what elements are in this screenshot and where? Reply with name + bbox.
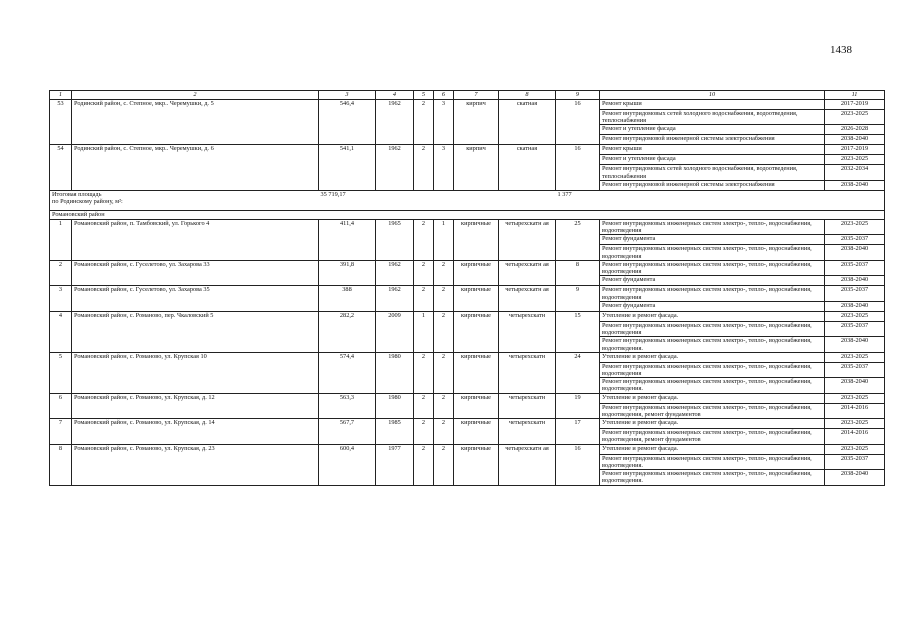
row-floors: 2: [414, 286, 434, 311]
row-floors: 2: [414, 393, 434, 418]
row-wall-material: кирпичные: [454, 393, 499, 418]
row-roof-type: четырехскатн: [499, 352, 556, 393]
row-number: 1: [50, 219, 72, 260]
repair-work-name: Ремонт фундамента: [600, 276, 825, 286]
row-entrances: 1: [434, 219, 454, 260]
row-residents: 17: [556, 419, 600, 444]
row-floors: 2: [414, 100, 434, 145]
row-year: 1980: [376, 352, 414, 393]
total-residents: 1 377: [556, 190, 600, 210]
row-floors: 2: [414, 419, 434, 444]
row-address: Романовский район, с. Романово, ул. Крупская 10: [72, 352, 319, 393]
repair-period: 2023-2025: [825, 419, 885, 429]
repair-work-name: Утепление и ремонт фасада.: [600, 444, 825, 454]
row-roof-type: четырехскатн ая: [499, 260, 556, 285]
repair-work-name: Ремонт внутридомовых инженерных систем электро-, тепло-, водоснабжения, водоотведения.: [600, 378, 825, 393]
column-number: 2: [72, 91, 319, 100]
row-year: 1962: [376, 100, 414, 145]
repair-period: 2035-2037: [825, 286, 885, 301]
repair-period: 2038-2040: [825, 180, 885, 190]
row-area: 391,8: [319, 260, 376, 285]
repair-work-name: Ремонт внутридомовой инженерной системы электроснабжения: [600, 180, 825, 190]
repair-work-name: Ремонт внутридомовых сетей холодного водоснабжения, водоотведения, теплоснабжения: [600, 110, 825, 125]
repair-work-name: Ремонт крыши: [600, 145, 825, 155]
column-number: 10: [600, 91, 825, 100]
row-year: 1962: [376, 260, 414, 285]
row-year: 2009: [376, 311, 414, 352]
column-number: 4: [376, 91, 414, 100]
repair-period: 2014-2016: [825, 429, 885, 444]
repair-work-name: Ремонт фундамента: [600, 235, 825, 245]
repair-work-name: Ремонт и утепление фасада: [600, 125, 825, 135]
table-row: [50, 145, 885, 155]
row-address: Романовский район, с. Романово, ул. Крупская, д. 23: [72, 444, 319, 485]
row-roof-type: скатная: [499, 145, 556, 190]
row-floors: 2: [414, 145, 434, 190]
row-area: 600,4: [319, 444, 376, 485]
repair-work-name: Утепление и ремонт фасада.: [600, 393, 825, 403]
column-number: 9: [556, 91, 600, 100]
repair-work-name: Ремонт внутридомовых инженерных систем электро-, тепло-, водоснабжения, водоотведения: [600, 321, 825, 336]
row-area: 563,3: [319, 393, 376, 418]
repair-period: 2038-2040: [825, 378, 885, 393]
row-entrances: 3: [434, 100, 454, 145]
table-row: [50, 100, 885, 110]
capital-repair-table: [49, 90, 885, 486]
repair-work-name: Ремонт внутридомовых сетей холодного водоснабжения, водоотведения, теплоснабжения: [600, 165, 825, 180]
row-address: Романовский район, с. Романово, пер. Чкаловский 5: [72, 311, 319, 352]
repair-period: 2023-2025: [825, 219, 885, 234]
repair-period: 2023-2025: [825, 444, 885, 454]
row-area: 411,4: [319, 219, 376, 260]
table-body-totals: [50, 190, 885, 219]
row-roof-type: четырехскатн ая: [499, 286, 556, 311]
table-row: [50, 444, 885, 454]
row-entrances: 2: [434, 260, 454, 285]
table-row: [50, 311, 885, 321]
row-address: Романовский район, с. Романово, ул. Крупская, д. 12: [72, 393, 319, 418]
column-number-row: [50, 91, 885, 100]
row-residents: 16: [556, 444, 600, 485]
total-label-line2: по Родинскому району, м²:: [52, 198, 123, 206]
total-label: [50, 190, 319, 210]
row-wall-material: кирпичные: [454, 219, 499, 260]
row-area: 282,2: [319, 311, 376, 352]
row-year: 1977: [376, 444, 414, 485]
repair-period: 2035-2037: [825, 321, 885, 336]
column-number: 6: [434, 91, 454, 100]
row-residents: 16: [556, 145, 600, 190]
table-row: [50, 419, 885, 429]
row-number: 3: [50, 286, 72, 311]
row-residents: 9: [556, 286, 600, 311]
table-body-romanovsky: [50, 219, 885, 485]
table-row: [50, 286, 885, 301]
repair-work-name: Ремонт внутридомовых инженерных систем электро-, тепло-, водоснабжения, водоотведения: [600, 260, 825, 275]
repair-period: 2038-2040: [825, 245, 885, 260]
row-residents: 19: [556, 393, 600, 418]
repair-period: 2014-2016: [825, 403, 885, 418]
page-number: 1438: [830, 44, 852, 56]
row-number: 2: [50, 260, 72, 285]
row-residents: 15: [556, 311, 600, 352]
region-name: Романовский район: [50, 210, 885, 219]
row-area: 567,7: [319, 419, 376, 444]
column-number: 7: [454, 91, 499, 100]
row-roof-type: четырехскатн: [499, 419, 556, 444]
repair-work-name: Ремонт внутридомовых инженерных систем электро-, тепло-, водоснабжения, водоотведения, ремонт фундаментов: [600, 403, 825, 418]
table-row: [50, 260, 885, 275]
repair-work-name: Ремонт внутридомовых инженерных систем электро-, тепло-, водоснабжения, водоотведения.: [600, 454, 825, 469]
row-area: 541,1: [319, 145, 376, 190]
row-year: 1980: [376, 393, 414, 418]
row-entrances: 2: [434, 352, 454, 393]
repair-work-name: Утепление и ремонт фасада.: [600, 311, 825, 321]
table-row: [50, 219, 885, 234]
row-year: 1962: [376, 145, 414, 190]
total-row: [50, 190, 885, 210]
row-floors: 1: [414, 311, 434, 352]
repair-work-name: Утепление и ремонт фасада.: [600, 419, 825, 429]
column-number: 11: [825, 91, 885, 100]
row-number: 8: [50, 444, 72, 485]
column-number: 8: [499, 91, 556, 100]
repair-period: 2023-2025: [825, 352, 885, 362]
row-area: 574,4: [319, 352, 376, 393]
repair-period: 2038-2040: [825, 337, 885, 352]
repair-period: 2038-2040: [825, 301, 885, 311]
row-year: 1962: [376, 286, 414, 311]
row-floors: 2: [414, 260, 434, 285]
row-address: Романовский район, с. Гуселетово, ул. Захарова 33: [72, 260, 319, 285]
repair-period: 2026-2028: [825, 125, 885, 135]
column-number: 5: [414, 91, 434, 100]
row-wall-material: кирпичные: [454, 286, 499, 311]
region-header-row: [50, 210, 885, 219]
repair-work-name: Ремонт и утепление фасада: [600, 155, 825, 165]
repair-period: 2023-2025: [825, 393, 885, 403]
row-residents: 24: [556, 352, 600, 393]
repair-period: 2017-2019: [825, 145, 885, 155]
row-wall-material: кирпичные: [454, 444, 499, 485]
row-number: 7: [50, 419, 72, 444]
row-entrances: 2: [434, 419, 454, 444]
row-wall-material: кирпичные: [454, 352, 499, 393]
row-number: 4: [50, 311, 72, 352]
repair-work-name: Ремонт фундамента: [600, 301, 825, 311]
repair-work-name: Ремонт внутридомовых инженерных систем электро-, тепло-, водоснабжения, водоотведения.: [600, 337, 825, 352]
repair-work-name: Ремонт внутридомовых инженерных систем электро-, тепло-, водоснабжения, водоотведения: [600, 286, 825, 301]
row-address: Романовский район, с. Гуселетово, ул. Захарова 35: [72, 286, 319, 311]
row-wall-material: кирпичные: [454, 260, 499, 285]
repair-period: 2035-2037: [825, 362, 885, 377]
row-number: 5: [50, 352, 72, 393]
repair-period: 2035-2037: [825, 454, 885, 469]
repair-period: 2035-2037: [825, 260, 885, 275]
row-number: 53: [50, 100, 72, 145]
repair-period: 2023-2025: [825, 155, 885, 165]
row-entrances: 3: [434, 145, 454, 190]
row-wall-material: кирпич: [454, 145, 499, 190]
row-year: 1965: [376, 219, 414, 260]
repair-period: 2023-2025: [825, 110, 885, 125]
column-number: 3: [319, 91, 376, 100]
row-roof-type: четырехскатн: [499, 393, 556, 418]
row-roof-type: четырехскатн ая: [499, 444, 556, 485]
repair-period: 2038-2040: [825, 276, 885, 286]
repair-period: 2035-2037: [825, 235, 885, 245]
table-body-rodinsky: [50, 100, 885, 191]
row-wall-material: кирпичные: [454, 311, 499, 352]
total-area: 35 719,17: [319, 190, 376, 210]
repair-work-name: Ремонт крыши: [600, 100, 825, 110]
repair-period: 2038-2040: [825, 470, 885, 485]
row-address: Романовский район, с. Романово, ул. Крупская, д. 14: [72, 419, 319, 444]
repair-work-name: Ремонт внутридомовых инженерных систем электро-, тепло-, водоснабжения, водоотведения: [600, 245, 825, 260]
row-area: 546,4: [319, 100, 376, 145]
row-year: 1985: [376, 419, 414, 444]
row-roof-type: скатная: [499, 100, 556, 145]
row-address: Романовский район, п. Тамбовский, ул. Горького 4: [72, 219, 319, 260]
row-floors: 2: [414, 219, 434, 260]
column-number: 1: [50, 91, 72, 100]
row-address: Родинский район, с. Степное, мкр.. Черемушки, д. 6: [72, 145, 319, 190]
row-entrances: 2: [434, 311, 454, 352]
row-entrances: 2: [434, 286, 454, 311]
row-area: 388: [319, 286, 376, 311]
repair-work-name: Ремонт внутридомовых инженерных систем электро-, тепло-, водоснабжения, водоотведения: [600, 219, 825, 234]
row-residents: 25: [556, 219, 600, 260]
repair-work-name: Утепление и ремонт фасада.: [600, 352, 825, 362]
row-number: 54: [50, 145, 72, 190]
row-floors: 2: [414, 444, 434, 485]
table-row: [50, 352, 885, 362]
row-residents: 8: [556, 260, 600, 285]
repair-work-name: Ремонт внутридомовых инженерных систем электро-, тепло-, водоснабжения, водоотведения.: [600, 470, 825, 485]
row-residents: 16: [556, 100, 600, 145]
repair-period: 2038-2040: [825, 135, 885, 145]
table-row: [50, 393, 885, 403]
row-number: 6: [50, 393, 72, 418]
repair-work-name: Ремонт внутридомовых инженерных систем электро-, тепло-, водоснабжения, водоотведения, ремонт фундаментов: [600, 429, 825, 444]
repair-period: 2023-2025: [825, 311, 885, 321]
row-floors: 2: [414, 352, 434, 393]
row-wall-material: кирпич: [454, 100, 499, 145]
repair-work-name: Ремонт внутридомовой инженерной системы электроснабжения: [600, 135, 825, 145]
repair-period: 2032-2034: [825, 165, 885, 180]
row-wall-material: кирпичные: [454, 419, 499, 444]
row-entrances: 2: [434, 393, 454, 418]
row-roof-type: четырехскатн ая: [499, 219, 556, 260]
row-roof-type: четырехскатн: [499, 311, 556, 352]
repair-period: 2017-2019: [825, 100, 885, 110]
repair-work-name: Ремонт внутридомовых инженерных систем электро-, тепло-, водоснабжения, водоотведения: [600, 362, 825, 377]
row-address: Родинский район, с. Степное, мкр.. Черемушки, д. 5: [72, 100, 319, 145]
row-entrances: 2: [434, 444, 454, 485]
total-label-line1: Итоговая площадь: [52, 190, 102, 198]
